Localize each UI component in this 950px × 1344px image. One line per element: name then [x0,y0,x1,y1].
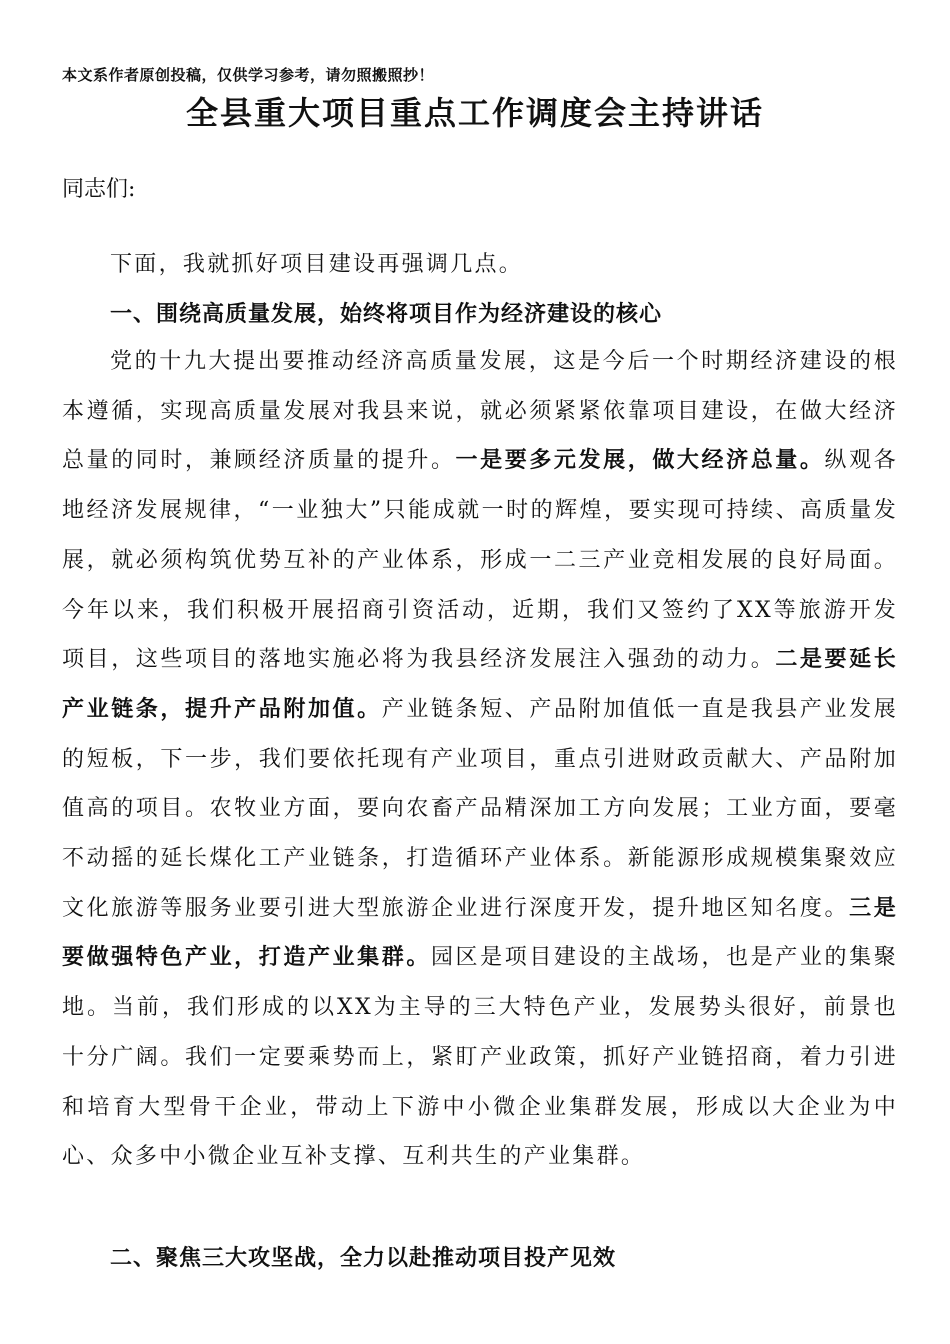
lead-point-1: 一是要多元发展，做大经济总量。 [455,447,825,474]
document-title: 全县重大项目重点工作调度会主持讲话 [185,94,764,132]
body-sentence-2: 纵观各地经济发展规律，“一业独大”只能成就一时的辉煌，要实现可持续、高质量发展，就必须构筑优势互补的产业体系，形成一二三产业竞相发展的良好局面。今年以来，我们积极开展招商引资活动，近期，我们又签约了XX等旅游开发项目，这些项目的落地实施必将为我县经济发展注入强劲的动力。 [62,448,898,673]
copyright-notice: 本文系作者原创投稿，仅供学习参考，请勿照搬照抄！ [62,66,435,84]
section-1-body [62,337,898,1182]
body-sentence-1: 党的十九大提出要推动经济高质量发展，这是今后一个时期经济建设的根本遵循，实现高质量发展对我县来说，就必须紧紧依靠项目建设，在做大经济总量的同时，兼顾经济质量的提升。 [62,349,898,474]
lead-point-3: 三是要做强特色产业，打造产业集群。 [62,894,898,971]
intro-paragraph: 下面，我就抓好项目建设再强调几点。 [110,252,524,277]
body-sentence-4: 园区是项目建设的主战场，也是产业的集聚地。当前，我们形成的以XX为主导的三大特色产业，发展势头很好，前景也十分广阔。我们一定要乘势而上，紧盯产业政策，抓好产业链招商，着力引进和培育大型骨干企业，带动上下游中小微企业集群发展，形成以大企业为中心、众多中小微企业互补支撑、互利共生的产业集群。 [62,945,898,1170]
section-1-heading: 一、围绕高质量发展，始终将项目作为经济建设的核心 [110,302,663,327]
section-2-heading: 二、聚焦三大攻坚战，全力以赴推动项目投产见效 [110,1246,617,1271]
body-sentence-3: 产业链条短、产品附加值低一直是我县产业发展的短板，下一步，我们要依托现有产业项目，重点引进财政贡献大、产品附加值高的项目。农牧业方面，要向农畜产品精深加工方向发展；工业方面，要毫不动摇的延长煤化工产业链条，打造循环产业体系。新能源形成规模集聚效应文化旅游等服务业要引进大型旅游企业进行深度开发，提升地区知名度。 [62,696,898,921]
salutation: 同志们: [62,177,136,202]
lead-point-2: 二是要延长产业链条，提升产品附加值。 [62,646,898,722]
